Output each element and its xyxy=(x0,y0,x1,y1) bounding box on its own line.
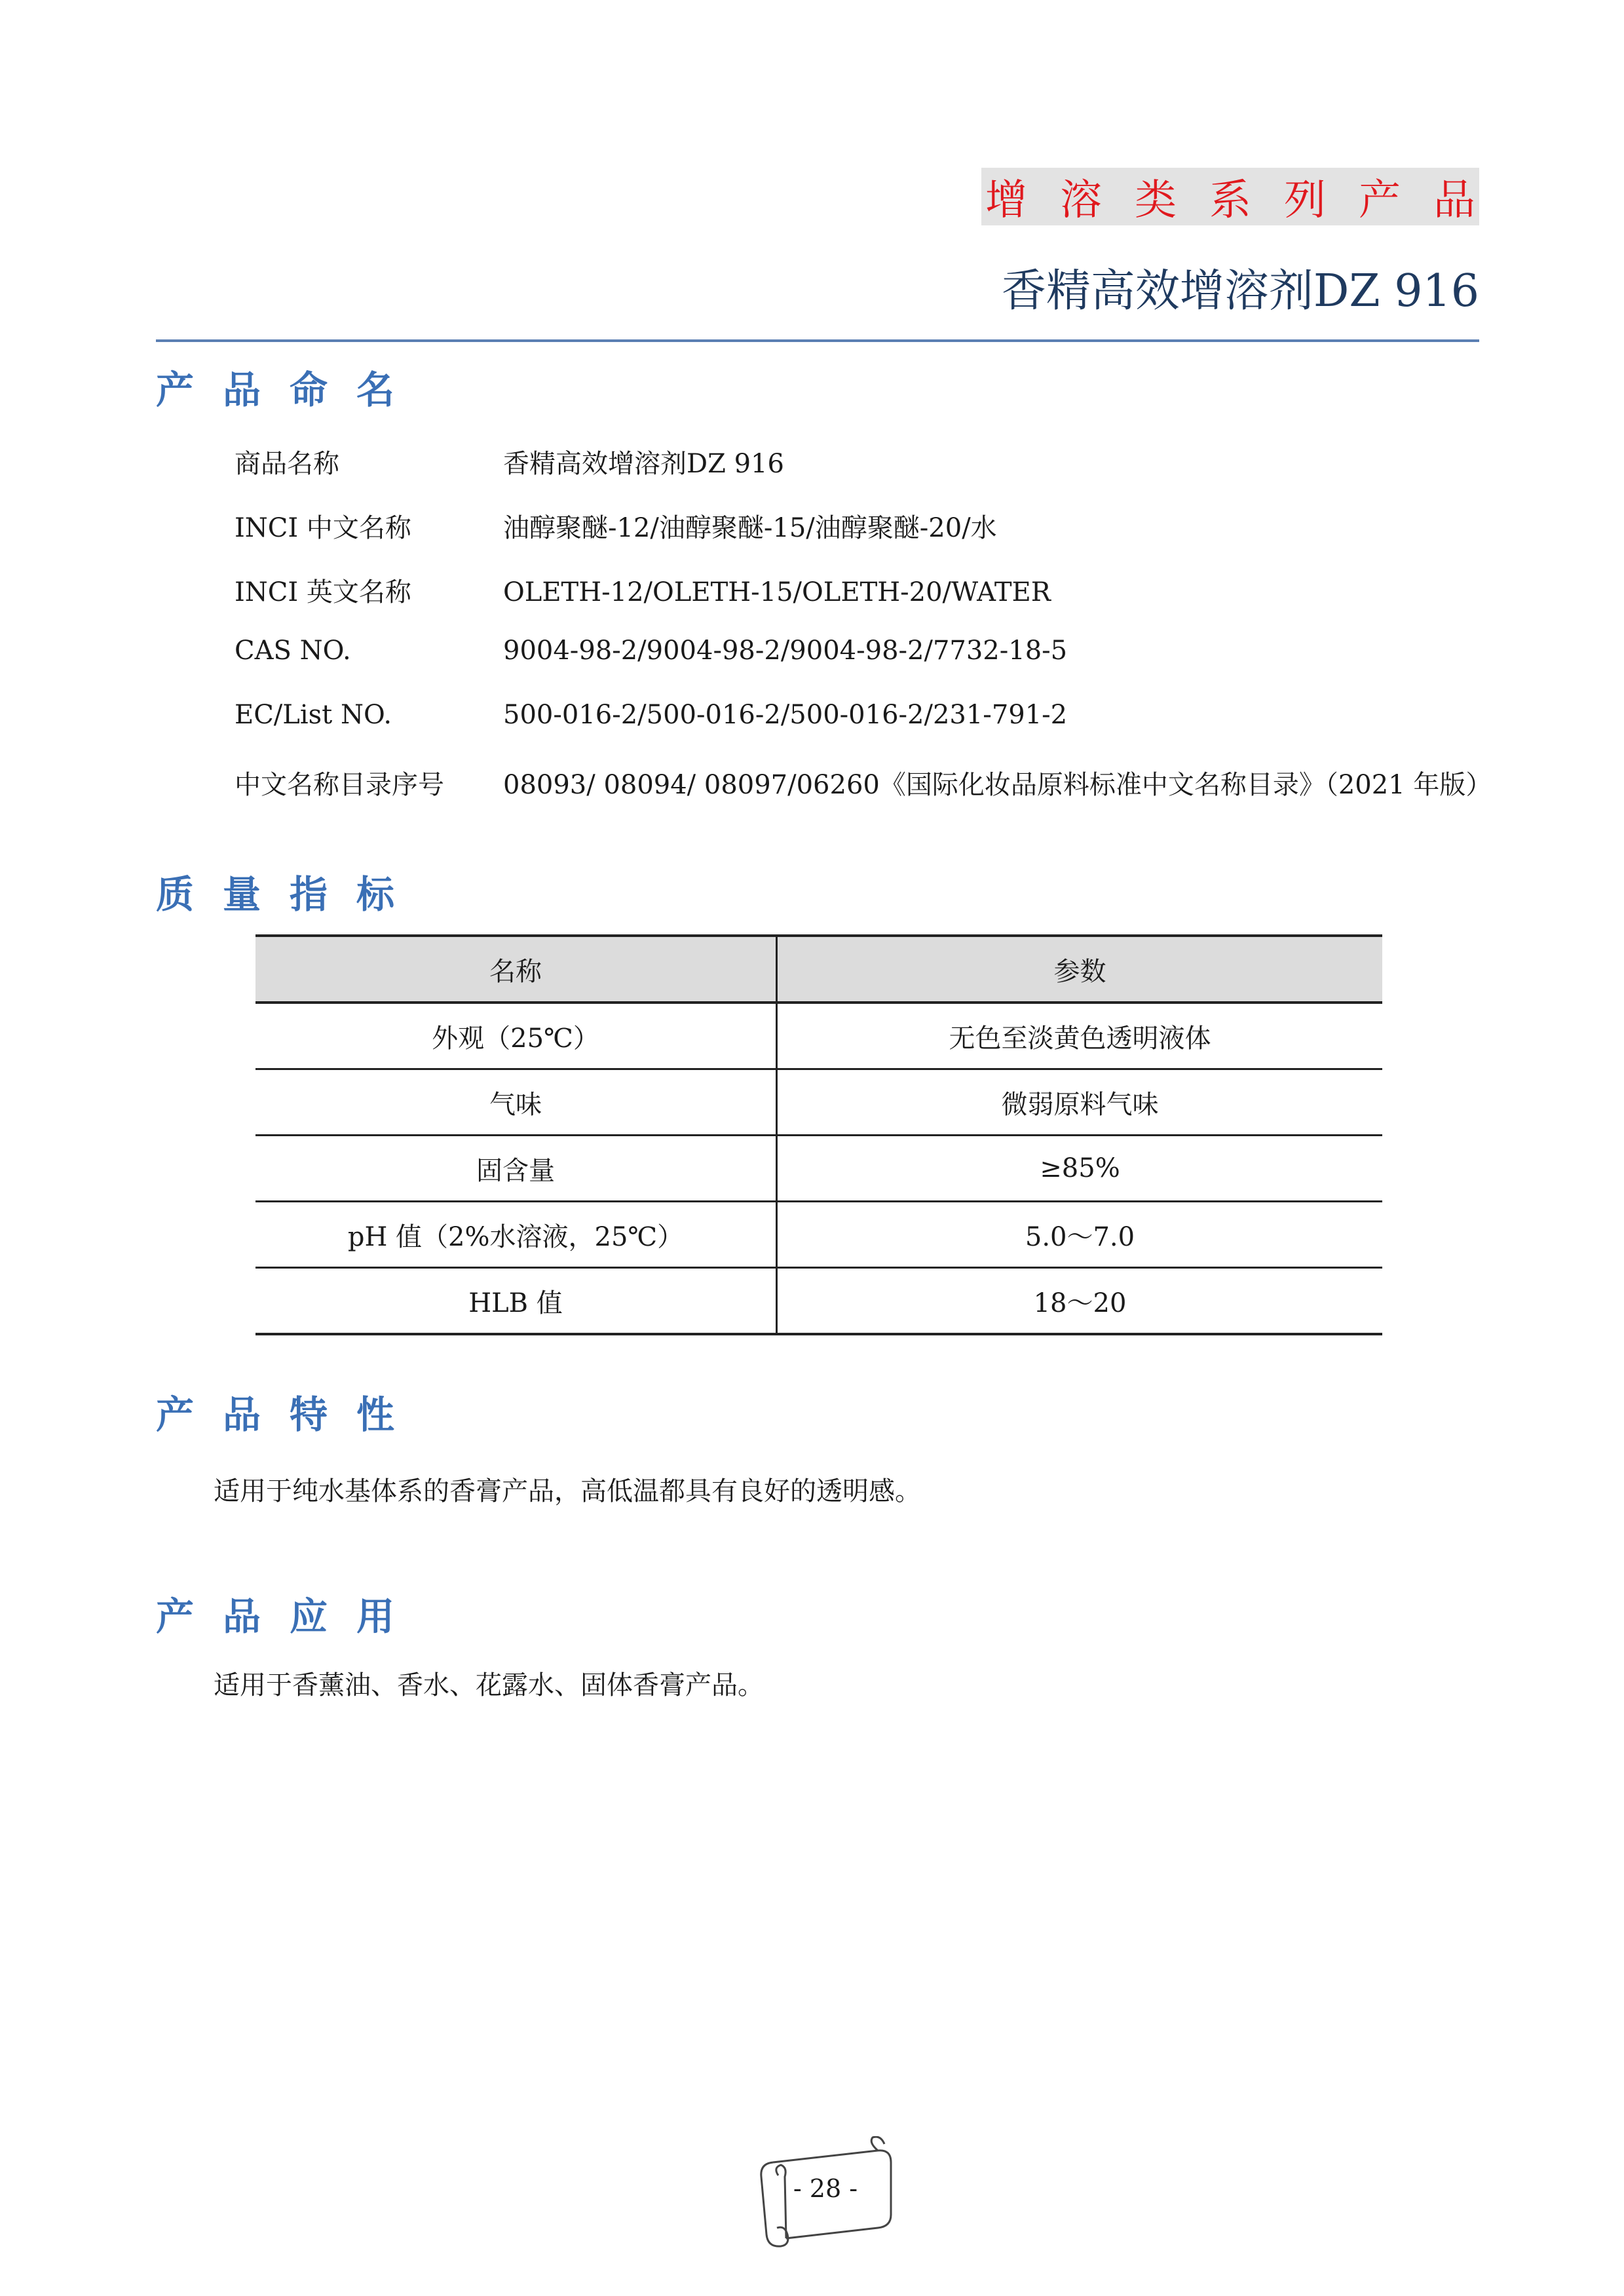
section-heading-naming: 产品命名 xyxy=(156,368,424,412)
series-banner xyxy=(981,168,1508,225)
naming-row xyxy=(235,507,997,545)
quality-spec-table xyxy=(255,934,1382,1335)
naming-label: CAS NO. xyxy=(235,636,351,666)
table-row xyxy=(255,1003,1382,1069)
table-cell: 气味 xyxy=(255,1069,777,1136)
naming-value: 油醇聚醚-12/油醇聚醚-15/油醇聚醚-20/水 xyxy=(503,513,997,543)
naming-value: 香精高效增溶剂DZ 916 xyxy=(503,449,784,479)
naming-label: INCI 中文名称 xyxy=(235,513,411,543)
naming-label: 商品名称 xyxy=(235,449,339,479)
features-text: 适用于纯水基体系的香膏产品，高低温都具有良好的透明感。 xyxy=(214,1476,921,1506)
column-header-name: 名称 xyxy=(255,936,777,1003)
naming-value: 500-016-2/500-016-2/500-016-2/231-791-2 xyxy=(503,700,1068,730)
section-heading-application: 产品应用 xyxy=(156,1594,424,1639)
table-row xyxy=(255,1202,1382,1268)
table-row xyxy=(255,1069,1382,1136)
naming-row xyxy=(235,764,1492,801)
section-heading-features: 产品特性 xyxy=(156,1392,424,1437)
table-cell: 5.0～7.0 xyxy=(777,1202,1383,1268)
page-number: - 28 - xyxy=(793,2174,858,2203)
series-title: 增溶类系列产品 xyxy=(985,176,1508,225)
naming-label: EC/List NO. xyxy=(235,700,392,730)
table-cell: 微弱原料气味 xyxy=(777,1069,1383,1136)
section-heading-quality: 质量指标 xyxy=(156,872,424,917)
table-cell: 18～20 xyxy=(777,1268,1383,1335)
product-title: 香精高效增溶剂DZ 916 xyxy=(1001,265,1479,317)
naming-label: 中文名称目录序号 xyxy=(235,770,444,800)
table-cell: 外观（25℃） xyxy=(255,1003,777,1069)
table-header-row xyxy=(255,936,1382,1003)
naming-row xyxy=(235,443,784,480)
table-cell: HLB 值 xyxy=(255,1268,777,1335)
naming-value: OLETH-12/OLETH-15/OLETH-20/WATER xyxy=(503,577,1051,607)
table-row xyxy=(255,1268,1382,1335)
table-cell: 固含量 xyxy=(255,1136,777,1202)
table-cell: pH 值（2%水溶液，25℃） xyxy=(255,1202,777,1268)
table-cell: ≥85% xyxy=(777,1136,1383,1202)
naming-row xyxy=(235,571,1051,609)
naming-value: 08093/ 08094/ 08097/06260《国际化妆品原料标准中文名称目录》（2021 年版） xyxy=(503,770,1492,800)
table-row xyxy=(255,1136,1382,1202)
column-header-param: 参数 xyxy=(777,936,1383,1003)
header-divider xyxy=(156,339,1479,342)
application-text: 适用于香薰油、香水、花露水、固体香膏产品。 xyxy=(214,1670,764,1700)
naming-value: 9004-98-2/9004-98-2/9004-98-2/7732-18-5 xyxy=(503,636,1068,666)
naming-label: INCI 英文名称 xyxy=(235,577,411,607)
naming-row xyxy=(235,700,1067,730)
table-cell: 无色至淡黄色透明液体 xyxy=(777,1003,1383,1069)
naming-row xyxy=(235,636,1067,666)
